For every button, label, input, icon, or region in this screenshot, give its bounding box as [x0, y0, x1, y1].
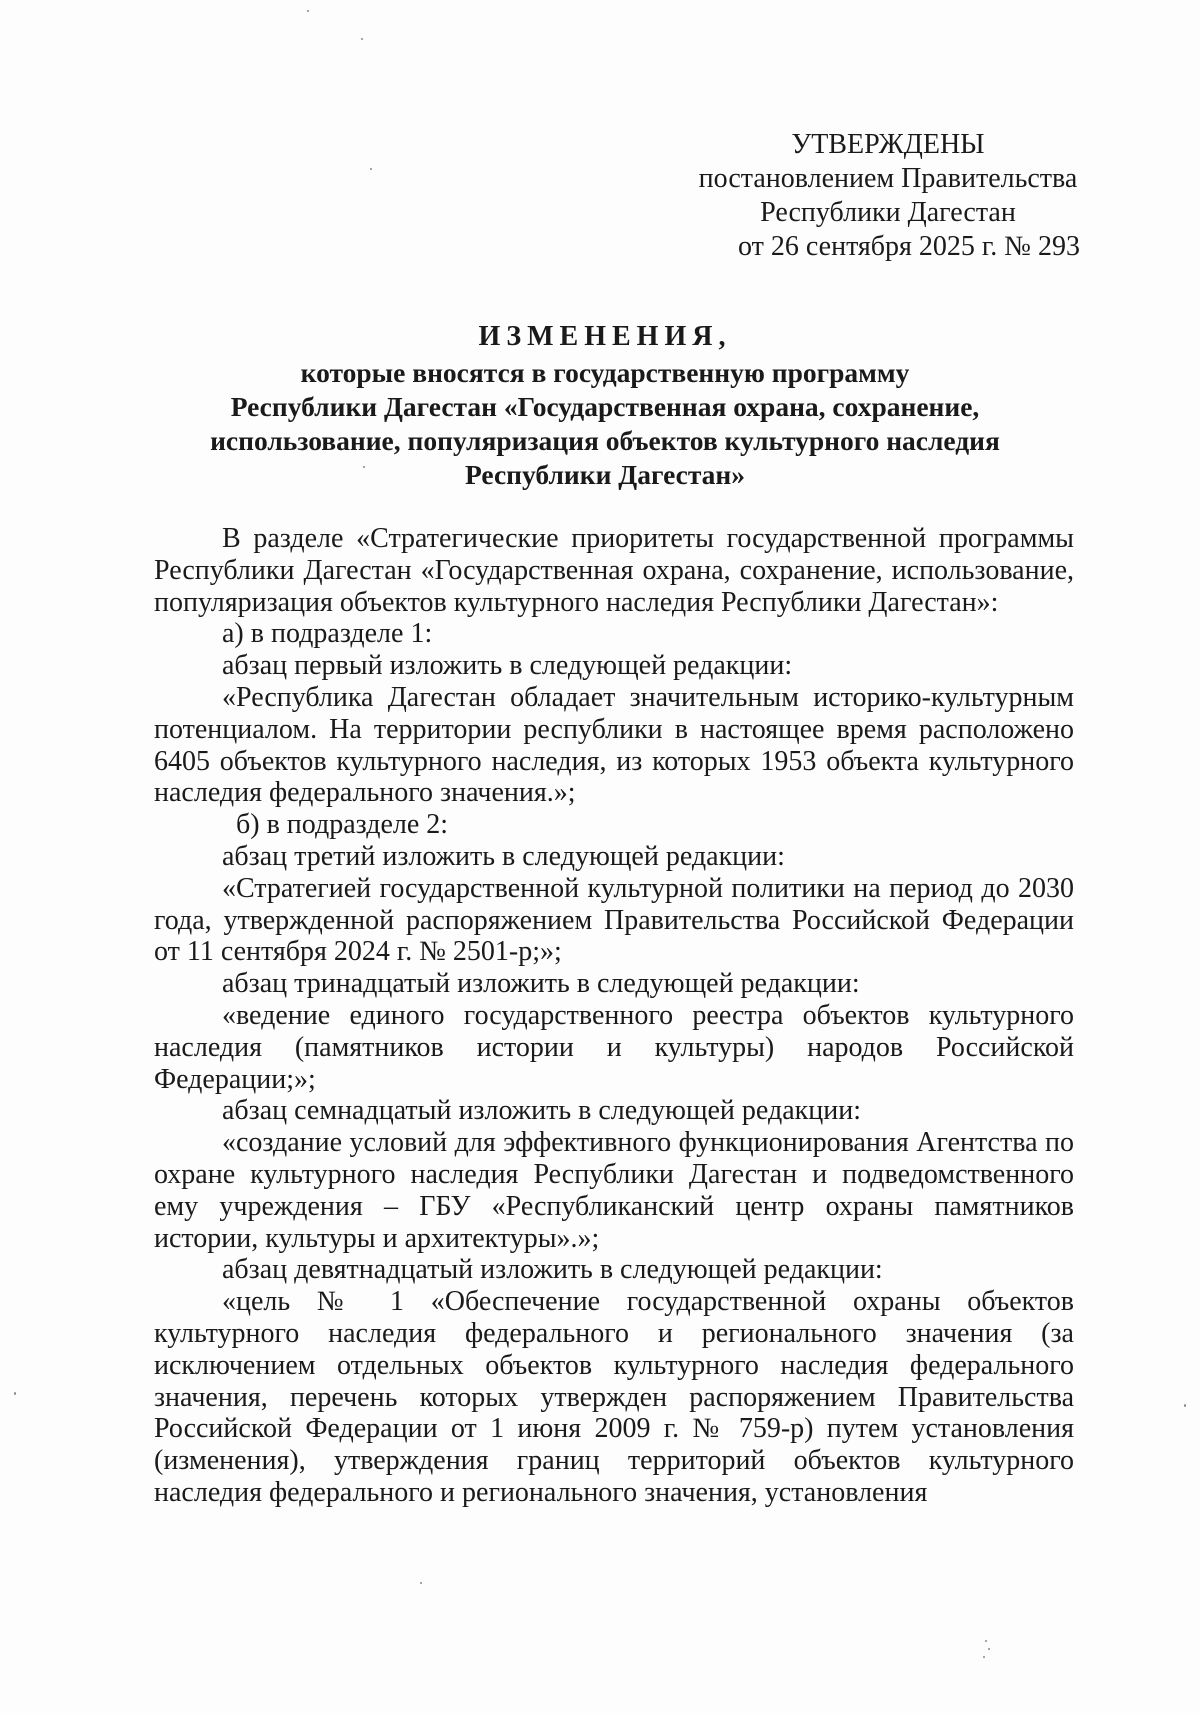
paragraph-13: «цель № 1 «Обеспечение государственной охраны объектов культурного наследия федерального и регионального значения (за исключением отдельных объектов культурного наследия федерального значения, перечень которых утвержден распоряжением Правительства Российской Федерации от 1 июня 2009 г. № 759-р) путем установления (изменения), утверждения границ территорий объектов культурного наследия федерального и регионального значения, установления	[154, 1286, 1074, 1508]
scan-speck	[983, 1656, 985, 1658]
paragraph-12: абзац девятнадцатый изложить в следующей редакции:	[222, 1254, 883, 1286]
paragraph-11: «создание условий для эффективного функционирования Агентства по охране культурного наследия Республики Дагестан и подведомственного ему учреждения – ГБУ «Республиканский центр охраны памятников истории, культуры и архитектуры».»;	[154, 1127, 1074, 1254]
scan-speck	[361, 38, 363, 40]
paragraph-9: «ведение единого государственного реестра объектов культурного наследия (памятников истории и культуры) народов Российской Федерации;»;	[154, 999, 1074, 1095]
scan-speck	[370, 168, 372, 170]
paragraph-6: абзац третий изложить в следующей редакции:	[222, 840, 785, 872]
scan-speck	[307, 10, 309, 12]
paragraph-10: абзац семнадцатый изложить в следующей редакции:	[222, 1095, 861, 1127]
scan-speck	[1184, 1404, 1186, 1407]
paragraph-1: В разделе «Стратегические приоритеты государственной программы Республики Дагестан «Государственная охрана, сохранение, использование, популяризация объектов культурного наследия Республики Дагестан»:	[154, 523, 1074, 618]
document-body	[154, 523, 1074, 1509]
scan-speck	[420, 1582, 422, 1584]
paragraph-4: «Республика Дагестан обладает значительным историко-культурным потенциалом. На территории республики в настоящее время расположено 6405 объектов культурного наследия, из которых 1953 объекта культурного наследия федерального значения.»;	[154, 681, 1074, 809]
title-line-3: использование, популяризация объектов культурного наследия	[210, 425, 1000, 456]
approval-date: от 26 сентября 2025 г. № 293	[738, 231, 1080, 262]
scan-speck	[14, 1392, 16, 1395]
scan-speck	[988, 1648, 990, 1650]
document-title	[150, 320, 1060, 492]
paragraph-5: б) в подразделе 2:	[236, 809, 449, 841]
paragraph-2: а) в подразделе 1:	[222, 618, 433, 650]
approval-heading: УТВЕРЖДЕНЫ	[791, 129, 985, 160]
scan-speck	[985, 1640, 987, 1642]
paragraph-3: абзац первый изложить в следующей редакции:	[222, 650, 793, 682]
approval-line-1: постановлением Правительства	[698, 163, 1078, 194]
approval-stamp	[688, 128, 1088, 264]
paragraph-7: «Стратегией государственной культурной политики на период до 2030 года, утвержденной распоряжением Правительства Российской Федерации от 11 сентября 2024 г. № 2501-р;»;	[154, 872, 1074, 968]
title-line-1: которые вносятся в государственную программу	[300, 357, 910, 388]
title-main: ИЗМЕНЕНИЯ,	[478, 321, 732, 352]
scan-speck	[363, 466, 365, 468]
title-line-4: Республики Дагестан»	[464, 459, 746, 490]
paragraph-8: абзац тринадцатый изложить в следующей редакции:	[222, 968, 860, 1000]
title-line-2: Республики Дагестан «Государственная охрана, сохранение,	[230, 391, 980, 422]
approval-line-2: Республики Дагестан	[760, 197, 1016, 228]
